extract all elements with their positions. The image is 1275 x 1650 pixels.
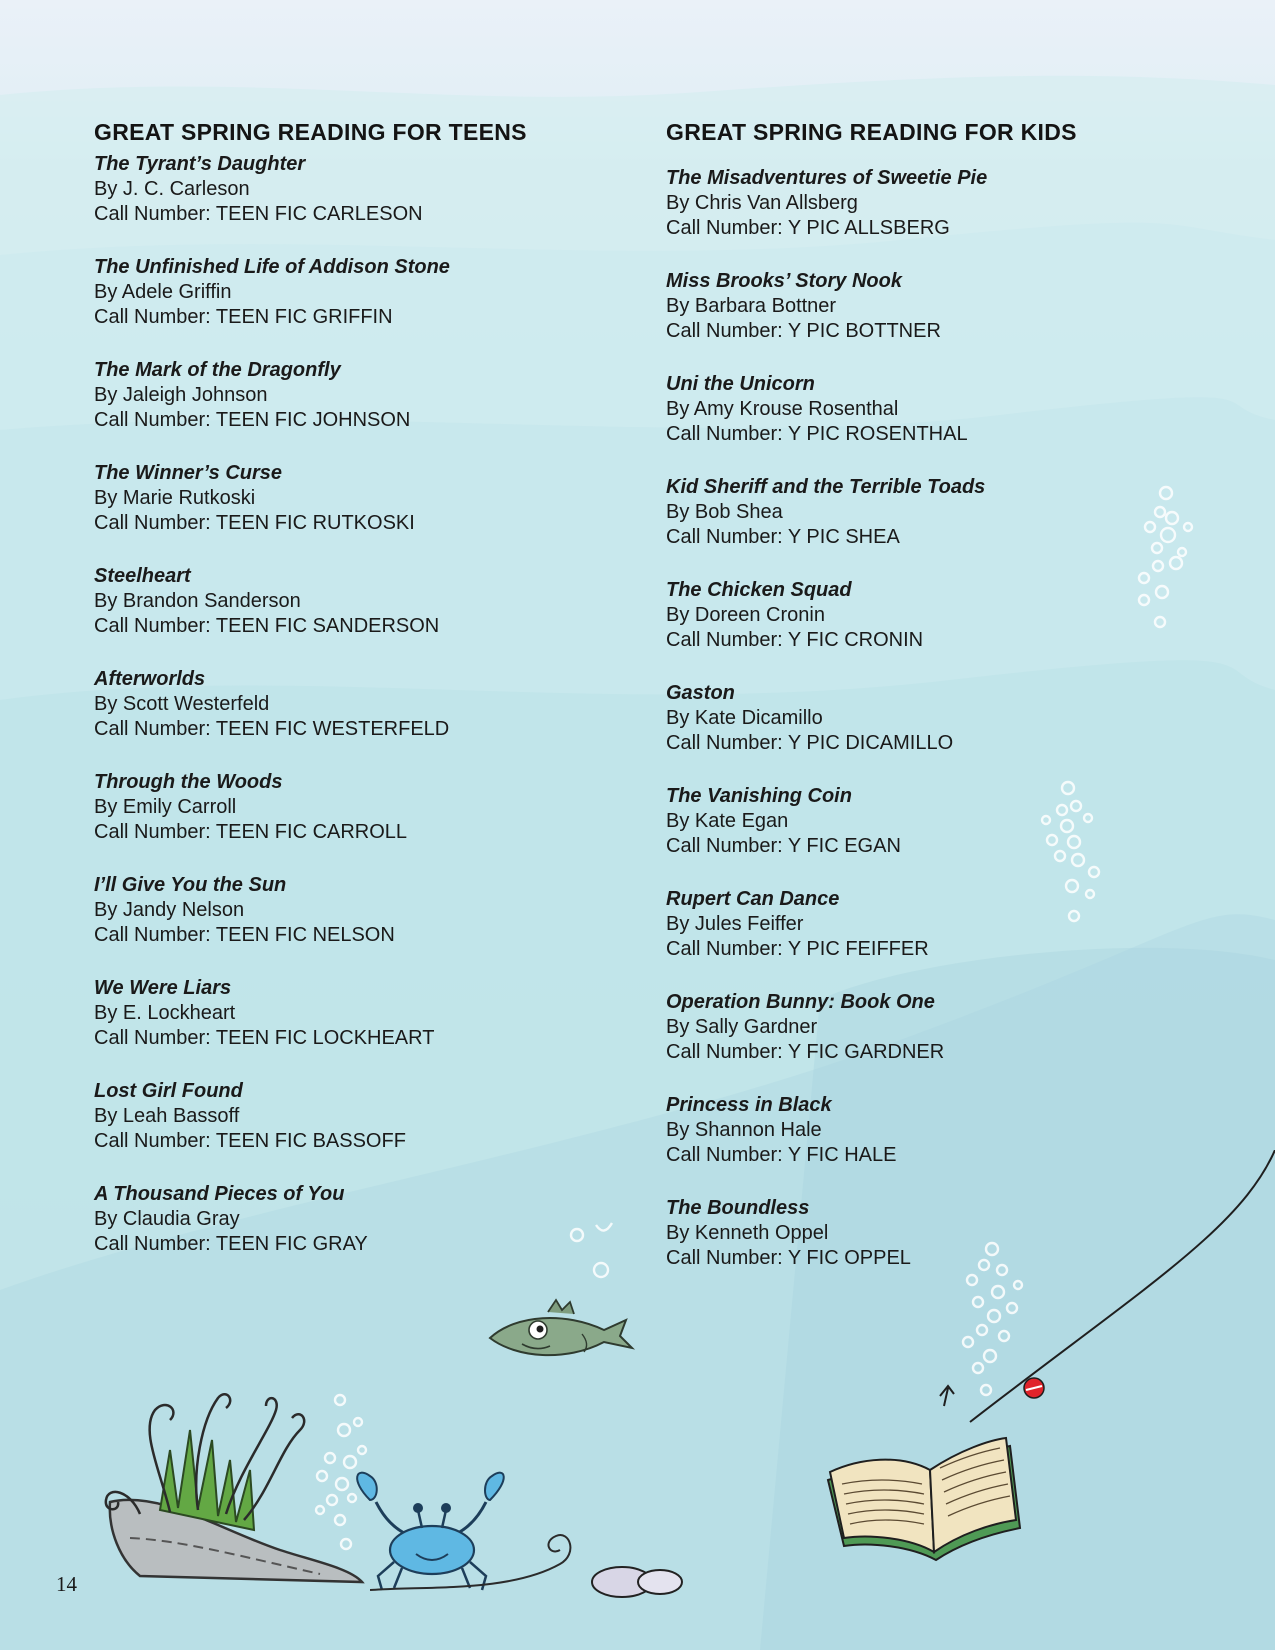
book-call-number: Call Number: TEEN FIC WESTERFELD: [94, 718, 450, 740]
book-author: By Bob Shea: [666, 501, 783, 523]
book-call-number: Call Number: TEEN FIC NELSON: [94, 924, 395, 946]
book-title: Miss Brooks’ Story Nook: [666, 270, 902, 292]
book-call-number: Call Number: TEEN FIC BASSOFF: [94, 1130, 406, 1152]
book-call-number: Call Number: Y FIC CRONIN: [666, 629, 924, 651]
book-call-number: Call Number: TEEN FIC CARLESON: [94, 203, 423, 225]
book-author: By Leah Bassoff: [94, 1105, 240, 1127]
book-call-number: Call Number: Y FIC OPPEL: [666, 1247, 911, 1269]
book-call-number: Call Number: Y PIC FEIFFER: [666, 938, 929, 960]
book-title: The Misadventures of Sweetie Pie: [666, 167, 988, 189]
book-call-number: Call Number: TEEN FIC GRAY: [94, 1233, 368, 1255]
book-call-number: Call Number: Y PIC DICAMILLO: [666, 732, 954, 754]
book-title: The Unfinished Life of Addison Stone: [94, 256, 450, 278]
book-title: Uni the Unicorn: [666, 373, 815, 395]
book-call-number: Call Number: TEEN FIC LOCKHEART: [94, 1027, 435, 1049]
book-title: We Were Liars: [94, 977, 232, 999]
book-author: By Emily Carroll: [94, 796, 237, 818]
book-title: The Tyrant’s Daughter: [94, 153, 306, 175]
book-title: Lost Girl Found: [94, 1080, 243, 1102]
stones-illustration: [370, 1520, 710, 1600]
book-call-number: Call Number: Y PIC BOTTNER: [666, 320, 941, 342]
book-call-number: Call Number: TEEN FIC GRIFFIN: [94, 306, 393, 328]
book-call-number: Call Number: TEEN FIC RUTKOSKI: [94, 512, 415, 534]
book-author: By Jandy Nelson: [94, 899, 245, 921]
fishing-book-illustration: [820, 1150, 1275, 1590]
book-title: The Vanishing Coin: [666, 785, 852, 807]
book-title: A Thousand Pieces of You: [94, 1183, 345, 1205]
book-title: Gaston: [666, 682, 735, 704]
kids-heading: GREAT SPRING READING FOR KIDS: [666, 119, 1077, 145]
book-title: The Winner’s Curse: [94, 462, 283, 484]
fish-illustration: [486, 1294, 636, 1364]
book-title: Princess in Black: [666, 1094, 832, 1116]
book-author: By Shannon Hale: [666, 1119, 822, 1141]
book-call-number: Call Number: Y PIC SHEA: [666, 526, 900, 548]
book-author: By Claudia Gray: [94, 1208, 240, 1230]
book-call-number: Call Number: Y PIC ALLSBERG: [666, 217, 950, 239]
book-author: By Sally Gardner: [666, 1016, 818, 1038]
book-author: By J. C. Carleson: [94, 178, 250, 200]
book-call-number: Call Number: Y FIC GARDNER: [666, 1041, 945, 1063]
book-title: I’ll Give You the Sun: [94, 874, 287, 896]
book-author: By Doreen Cronin: [666, 604, 825, 626]
book-title: Afterworlds: [94, 668, 206, 690]
book-title: The Chicken Squad: [666, 579, 852, 601]
book-author: By Kenneth Oppel: [666, 1222, 829, 1244]
book-title: The Mark of the Dragonfly: [94, 359, 341, 381]
book-call-number: Call Number: Y PIC ROSENTHAL: [666, 423, 968, 445]
book-title: Through the Woods: [94, 771, 283, 793]
seaweed-rock-illustration: [100, 1390, 370, 1590]
page-number: 14: [56, 1572, 77, 1596]
book-title: Operation Bunny: Book One: [666, 991, 935, 1013]
book-author: By Adele Griffin: [94, 281, 232, 303]
teens-heading: GREAT SPRING READING FOR TEENS: [94, 119, 527, 145]
book-author: By Kate Egan: [666, 810, 789, 832]
book-author: By Scott Westerfeld: [94, 693, 270, 715]
book-title: Steelheart: [94, 565, 191, 587]
book-call-number: Call Number: Y FIC HALE: [666, 1144, 897, 1166]
book-title: The Boundless: [666, 1197, 810, 1219]
book-author: By Jaleigh Johnson: [94, 384, 268, 406]
book-title: Rupert Can Dance: [666, 888, 840, 910]
book-call-number: Call Number: TEEN FIC CARROLL: [94, 821, 408, 843]
book-call-number: Call Number: TEEN FIC SANDERSON: [94, 615, 440, 637]
book-call-number: Call Number: TEEN FIC JOHNSON: [94, 409, 411, 431]
book-call-number: Call Number: Y FIC EGAN: [666, 835, 901, 857]
book-author: By Chris Van Allsberg: [666, 192, 858, 214]
book-author: By Amy Krouse Rosenthal: [666, 398, 899, 420]
book-author: By E. Lockheart: [94, 1002, 236, 1024]
book-author: By Barbara Bottner: [666, 295, 837, 317]
book-title: Kid Sheriff and the Terrible Toads: [666, 476, 986, 498]
book-author: By Marie Rutkoski: [94, 487, 256, 509]
book-author: By Jules Feiffer: [666, 913, 804, 935]
book-author: By Brandon Sanderson: [94, 590, 301, 612]
book-author: By Kate Dicamillo: [666, 707, 823, 729]
